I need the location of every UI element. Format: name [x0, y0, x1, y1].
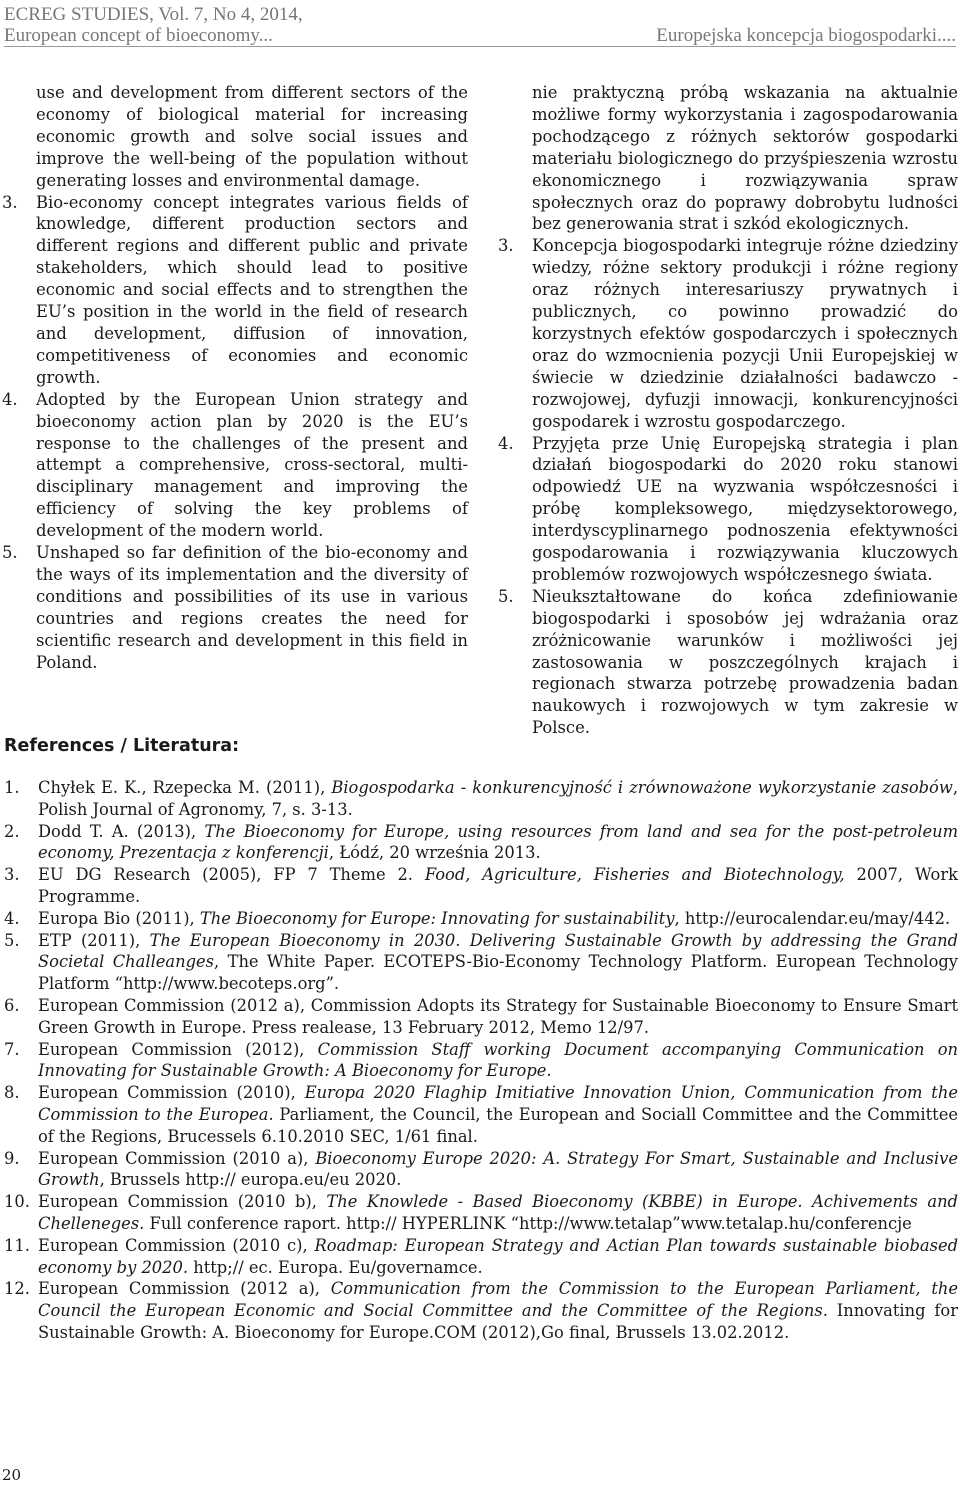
reference-text: European Commission (2010 a),	[38, 1148, 316, 1168]
reference-number: 3.	[4, 865, 20, 885]
list-item	[2, 389, 468, 542]
references-heading: References / Literatura:	[4, 736, 240, 756]
reference-text: European Commission (2012 a),	[38, 1279, 331, 1299]
reference-text: ETP (2011),	[38, 930, 150, 950]
reference-item	[4, 1191, 958, 1235]
list-text: Bio-economy concept integrates various fields of knowledge, different production sectors and different regions and different public and private stakeholders, which should lead to positive economic and social effects and to strengthen the EU’s position in the world in the field of research and development, diffusion of innovation, competitiveness of economies and economic growth.	[36, 192, 468, 387]
reference-title: Commission Staff working Document accompanying Communication on Innovating for Sustainable Growth: A Bioeconomy for Europe.	[38, 1039, 958, 1081]
reference-title: The Bioeconomy for Europe, using resources from land and sea for the post-petroleum economy, Prezentacja z konferencji	[38, 821, 959, 863]
reference-number: 2.	[4, 821, 20, 841]
list-number: 3.	[2, 192, 18, 212]
polish-column	[498, 82, 958, 739]
reference-text: , Brussels http:// europa.eu/eu 2020.	[99, 1170, 402, 1190]
reference-item	[4, 930, 959, 995]
page-number: 20	[2, 1466, 22, 1484]
reference-text: 2007, Work Programme.	[38, 865, 958, 906]
reference-title: The European Bioeconomy in 2030. Delivering Sustainable Growth by addressing the Grand Societal Challeanges	[38, 930, 958, 972]
reference-text: , Łódź, 20 września 2013.	[328, 843, 541, 863]
reference-number: 11.	[4, 1235, 30, 1255]
reference-item	[4, 864, 958, 908]
reference-text: , Polish Journal of Agronomy, 7, s. 3-13.	[38, 778, 958, 819]
reference-text: Full conference raport. http:// HYPERLINK “http://www.tetalap”www.tetalap.hu/conferencje	[144, 1213, 912, 1233]
reference-item	[4, 1082, 958, 1147]
reference-text: http;// ec. Europa. Eu/governamce.	[188, 1257, 483, 1277]
list-text: Nieukształtowane do końca zdefiniowanie biogospodarki i sposobów jej wdrażania oraz zróżnicowanie warunków i możliwości jej zastosowania w poszczególnych krajach i regionach stwarza potrzebę prowadzenia badan naukowych i rozwojowych w tym zakresie w Polsce.	[532, 586, 958, 738]
reference-text: , The White Paper. ECOTEPS-Bio-Economy Technology Platform. European Technology Platform “http://www.becoteps.org”.	[38, 952, 959, 994]
reference-title: Bioeconomy Europe 2020: A. Strategy For Smart, Sustainable and Inclusive Growth	[38, 1148, 958, 1190]
reference-text: European Commission (2010),	[38, 1083, 305, 1103]
reference-number: 12.	[4, 1279, 30, 1299]
list-number: 4.	[498, 433, 514, 453]
list-text: Unshaped so far definition of the bio-economy and the ways of its implementation and the diversity of conditions and possibilities of its use in various countries and regions creates the need for scientific research and development in this field in Poland.	[36, 543, 468, 672]
reference-text: Innovating for Sustainable Growth: A. Bioeconomy for Europe.COM (2012),Go final, Brussels 13.02.2012.	[38, 1301, 959, 1342]
reference-text: Europa Bio (2011),	[38, 908, 200, 928]
list-text: Koncepcja biogospodarki integruje różne dziedziny wiedzy, różne sektory produkcji i różne regiony oraz różnych interesariuszy prywatnych i publicznych, co powinno prowadzić do korzystnych efektów gospodarczych i społecznych oraz do wzmocnienia pozycji Unii Europejskiej w świecie w dziedzinie działalności badawczo -rozwojowej, dyfuzji innowacji, konkurencyjności gospodarek i wzrostu gospodarczego.	[532, 236, 958, 431]
reference-title: The Knowlede - Based Bioeconomy (KBBE) in Europe. Achivements and Chelleneges.	[38, 1192, 958, 1233]
paragraph-continuation: use and development from different sectors of the economy of biological material for increasing economic growth and solve social issues and improve the well-being of the population without generating losses and environmental damage.	[36, 83, 468, 190]
list-item	[2, 542, 468, 673]
running-header	[4, 2, 956, 47]
list-number: 5.	[498, 586, 514, 606]
reference-title: Communication from the Commission to the European Parliament, the Council the European Economic and Social Committee and the Committee of the Regions.	[38, 1279, 958, 1321]
paragraph-continuation: nie praktyczną próbą wskazania na aktualnie możliwe formy wykorzystania i zagospodarowania pochodzącego z różnych sektorów gospodarki materiału biologicznego do przyśpieszenia wzrostu ekonomicznego i rozwiązywania spraw społecznych oraz do poprawy dobrobytu ludności bez generowania strat i szkód ekologicznych.	[532, 83, 958, 234]
reference-item	[4, 1039, 958, 1083]
reference-item	[4, 1148, 958, 1192]
reference-text: European Commission (2012),	[38, 1039, 318, 1059]
reference-number: 4.	[4, 908, 20, 928]
english-column	[2, 82, 468, 673]
reference-item	[4, 908, 958, 930]
reference-title: Roadmap: European Strategy and Actian Plan towards sustainable biobased economy by 2020.	[38, 1235, 958, 1277]
reference-title: Europa 2020 Flaghip Imitiative Innovation Union, Communication from the Commission to the Europea	[38, 1083, 958, 1124]
list-item	[498, 235, 958, 432]
header-left	[4, 4, 303, 46]
references-list	[4, 777, 959, 1344]
reference-number: 5.	[4, 930, 20, 950]
article-title-pl: Europejska koncepcja biogospodarki....	[656, 25, 956, 46]
reference-item	[4, 777, 958, 821]
list-number: 5.	[2, 543, 18, 563]
list-text: Przyjęta prze Unię Europejską strategia i plan działań biogospodarki do 2020 roku stanowi odpowiedź UE na wyzwania współczesności i próbę kompleksowego, międzysektorowego, interdyscyplinarnego podnoszenia efektywności gospodarowania i rozwiązywania kluczowych problemów rozwojowych współczesnego świata.	[532, 433, 958, 584]
reference-number: 7.	[4, 1039, 20, 1059]
list-item	[2, 192, 468, 389]
reference-text: European Commission (2010 b),	[38, 1192, 327, 1212]
reference-text: European Commission (2010 c),	[38, 1235, 315, 1255]
reference-text: Chyłek E. K., Rzepecka M. (2011),	[38, 778, 332, 797]
reference-item	[4, 1235, 958, 1279]
journal-citation: ECREG STUDIES, Vol. 7, No 4, 2014,	[4, 4, 303, 25]
reference-text: EU DG Research (2005), FP 7 Theme 2.	[38, 865, 425, 885]
list-number: 4.	[2, 389, 18, 409]
reference-text: . Parliament, the Council, the European and Sociall Committee and the Committee of the Regions, Brucessels 6.10.2010 SEC, 1/61 final.	[38, 1104, 958, 1146]
reference-item	[4, 995, 958, 1039]
reference-item	[4, 821, 959, 865]
reference-title: The Bioeconomy for Europe: Innovating for sustainability	[199, 908, 675, 928]
list-item	[498, 433, 958, 586]
reference-item	[4, 1278, 959, 1343]
list-text: Adopted by the European Union strategy and bioeconomy action plan by 2020 is the EU’s response to the challenges of the present and attempt a comprehensive, cross-sectoral, multi-disciplinary management and improving the efficiency of solving the key problems of development of the modern world.	[36, 389, 468, 541]
reference-title: Biogospodarka - konkurencyjność i zrównoważone wykorzystanie zasobów	[331, 778, 953, 797]
reference-text: Dodd T. A. (2013),	[38, 821, 205, 841]
reference-number: 8.	[4, 1083, 20, 1103]
list-number: 3.	[498, 236, 514, 256]
reference-number: 6.	[4, 995, 20, 1015]
reference-text: European Commission (2012 a), Commission Adopts its Strategy for Sustainable Bioeconomy to Ensure Smart Green Growth in Europe. Press realease, 13 February 2012, Memo 12/97.	[38, 995, 958, 1037]
reference-number: 10.	[4, 1192, 30, 1212]
reference-number: 1.	[4, 778, 20, 797]
reference-number: 9.	[4, 1148, 20, 1168]
reference-text: , http://eurocalendar.eu/may/442.	[674, 908, 951, 928]
reference-title: Food, Agriculture, Fisheries and Biotechnology,	[424, 865, 845, 885]
list-item	[498, 586, 958, 739]
article-title-en: European concept of bioeconomy...	[4, 25, 273, 46]
